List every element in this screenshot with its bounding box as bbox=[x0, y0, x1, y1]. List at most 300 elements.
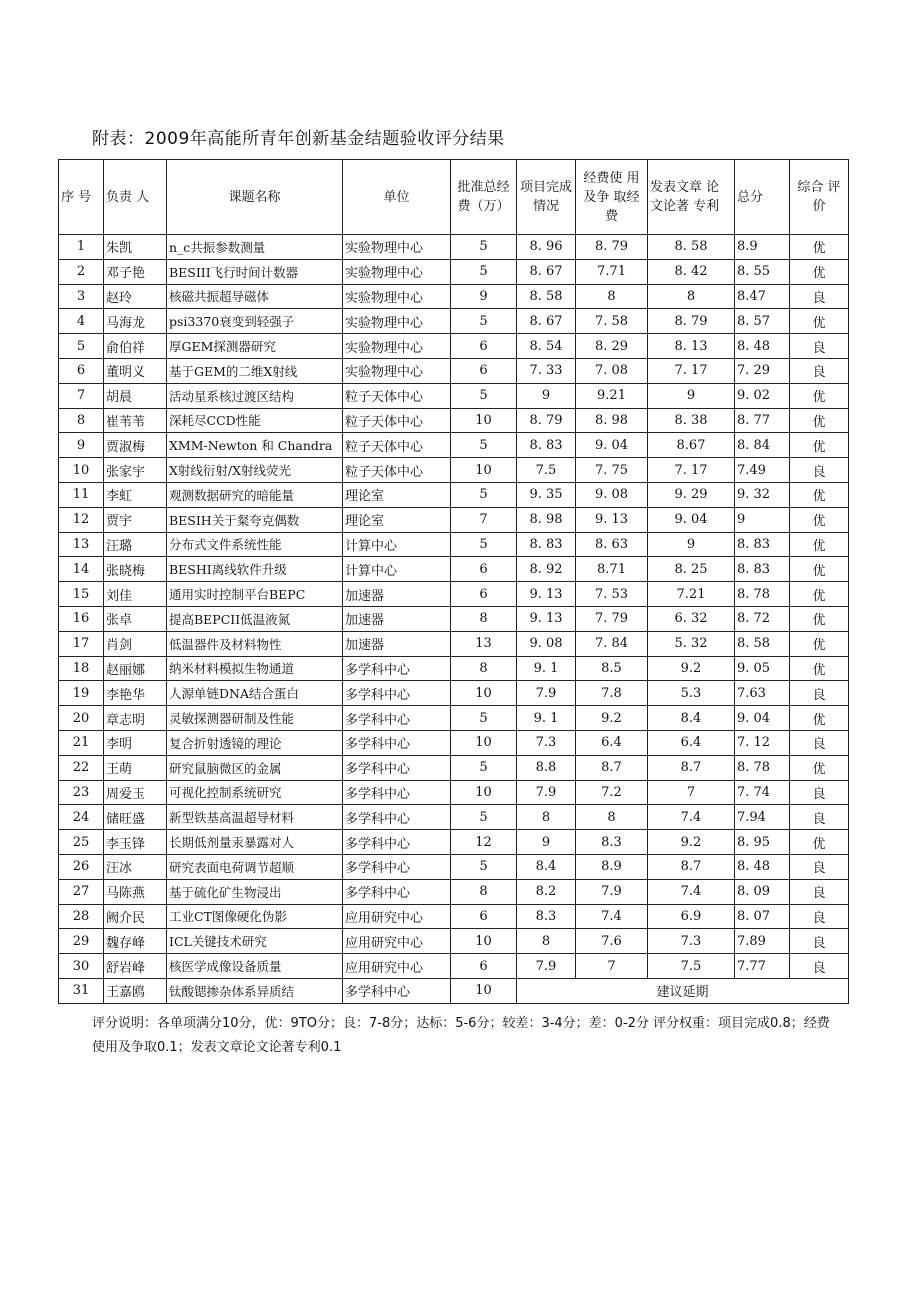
cell-budget: 10 bbox=[451, 681, 517, 706]
cell-total: 9. 05 bbox=[735, 656, 790, 681]
cell-total: 8. 09 bbox=[735, 879, 790, 904]
cell-total: 9 bbox=[735, 507, 790, 532]
cell-completion: 8.8 bbox=[517, 755, 576, 780]
cell-topic: 人源单链DNA结合蛋白 bbox=[167, 681, 343, 706]
cell-funding: 8.7 bbox=[576, 755, 648, 780]
cell-topic: 提高BEPCII低温液氮 bbox=[167, 606, 343, 631]
cell-unit: 实验物理中心 bbox=[343, 334, 451, 359]
cell-budget: 10 bbox=[451, 780, 517, 805]
header-budget: 批准总经费（万） bbox=[451, 160, 517, 235]
table-row bbox=[59, 706, 849, 731]
cell-unit: 粒子天体中心 bbox=[343, 383, 451, 408]
cell-completion: 9 bbox=[517, 830, 576, 855]
cell-index: 30 bbox=[59, 954, 104, 979]
cell-completion: 9. 13 bbox=[517, 606, 576, 631]
cell-index: 14 bbox=[59, 557, 104, 582]
cell-funding: 7.8 bbox=[576, 681, 648, 706]
cell-unit: 实验物理中心 bbox=[343, 235, 451, 260]
cell-index: 22 bbox=[59, 755, 104, 780]
cell-funding: 7. 58 bbox=[576, 309, 648, 334]
cell-total: 9. 02 bbox=[735, 383, 790, 408]
cell-topic: ICL关键技术研究 bbox=[167, 929, 343, 954]
cell-deferred-note: 建议延期 bbox=[517, 978, 849, 1003]
cell-budget: 10 bbox=[451, 458, 517, 483]
cell-index: 25 bbox=[59, 830, 104, 855]
cell-index: 8 bbox=[59, 408, 104, 433]
cell-publications: 8. 79 bbox=[648, 309, 735, 334]
cell-total: 7. 74 bbox=[735, 780, 790, 805]
header-publications: 发表文章 论文论著 专利 bbox=[648, 160, 735, 235]
cell-publications: 9 bbox=[648, 383, 735, 408]
cell-publications: 6.4 bbox=[648, 730, 735, 755]
cell-total: 8. 95 bbox=[735, 830, 790, 855]
cell-index: 16 bbox=[59, 606, 104, 631]
cell-topic: 钛酸锶掺杂体系异质结 bbox=[167, 978, 343, 1003]
cell-publications: 9.2 bbox=[648, 830, 735, 855]
cell-topic: X射线衍射/X射线荧光 bbox=[167, 458, 343, 483]
table-row bbox=[59, 879, 849, 904]
cell-publications: 8. 25 bbox=[648, 557, 735, 582]
cell-budget: 5 bbox=[451, 706, 517, 731]
cell-leader: 张晓梅 bbox=[104, 557, 167, 582]
table-row bbox=[59, 383, 849, 408]
cell-publications: 9.2 bbox=[648, 656, 735, 681]
cell-budget: 8 bbox=[451, 656, 517, 681]
cell-unit: 粒子天体中心 bbox=[343, 458, 451, 483]
cell-index: 27 bbox=[59, 879, 104, 904]
cell-unit: 多学科中心 bbox=[343, 755, 451, 780]
cell-completion: 8.2 bbox=[517, 879, 576, 904]
cell-rating: 优 bbox=[790, 408, 849, 433]
cell-budget: 13 bbox=[451, 631, 517, 656]
cell-leader: 朱凯 bbox=[104, 235, 167, 260]
cell-budget: 6 bbox=[451, 582, 517, 607]
cell-unit: 应用研究中心 bbox=[343, 954, 451, 979]
cell-rating: 良 bbox=[790, 730, 849, 755]
cell-index: 1 bbox=[59, 235, 104, 260]
cell-budget: 5 bbox=[451, 383, 517, 408]
cell-leader: 马陈燕 bbox=[104, 879, 167, 904]
table-row bbox=[59, 606, 849, 631]
cell-budget: 5 bbox=[451, 259, 517, 284]
cell-funding: 7. 79 bbox=[576, 606, 648, 631]
cell-publications: 9 bbox=[648, 532, 735, 557]
cell-publications: 7.21 bbox=[648, 582, 735, 607]
cell-rating: 良 bbox=[790, 954, 849, 979]
cell-leader: 邓子艳 bbox=[104, 259, 167, 284]
cell-topic: 新型铁基高温超导材料 bbox=[167, 805, 343, 830]
cell-completion: 8.3 bbox=[517, 904, 576, 929]
table-row bbox=[59, 805, 849, 830]
cell-unit: 实验物理中心 bbox=[343, 309, 451, 334]
cell-funding: 7.9 bbox=[576, 879, 648, 904]
cell-leader: 周爱玉 bbox=[104, 780, 167, 805]
cell-rating: 优 bbox=[790, 631, 849, 656]
cell-leader: 张卓 bbox=[104, 606, 167, 631]
cell-index: 24 bbox=[59, 805, 104, 830]
cell-leader: 马海龙 bbox=[104, 309, 167, 334]
cell-unit: 加速器 bbox=[343, 606, 451, 631]
cell-budget: 6 bbox=[451, 334, 517, 359]
cell-leader: 魏存峰 bbox=[104, 929, 167, 954]
cell-total: 8. 78 bbox=[735, 755, 790, 780]
cell-total: 9. 04 bbox=[735, 706, 790, 731]
cell-leader: 董明义 bbox=[104, 358, 167, 383]
cell-topic: 观测数据研究的暗能量 bbox=[167, 482, 343, 507]
cell-total: 7.89 bbox=[735, 929, 790, 954]
cell-publications: 6. 32 bbox=[648, 606, 735, 631]
cell-index: 6 bbox=[59, 358, 104, 383]
cell-funding: 8. 98 bbox=[576, 408, 648, 433]
cell-budget: 7 bbox=[451, 507, 517, 532]
cell-total: 8. 57 bbox=[735, 309, 790, 334]
cell-publications: 9. 29 bbox=[648, 482, 735, 507]
cell-topic: 复合折射透镜的理论 bbox=[167, 730, 343, 755]
cell-funding: 8 bbox=[576, 805, 648, 830]
cell-leader: 李虹 bbox=[104, 482, 167, 507]
table-row bbox=[59, 954, 849, 979]
table-row bbox=[59, 582, 849, 607]
cell-unit: 加速器 bbox=[343, 631, 451, 656]
cell-leader: 肖剑 bbox=[104, 631, 167, 656]
cell-topic: BESIII飞行时间计数器 bbox=[167, 259, 343, 284]
cell-topic: 通用实时控制平台BEPC bbox=[167, 582, 343, 607]
header-index: 序 号 bbox=[59, 160, 104, 235]
cell-rating: 良 bbox=[790, 780, 849, 805]
cell-total: 8. 84 bbox=[735, 433, 790, 458]
cell-unit: 多学科中心 bbox=[343, 681, 451, 706]
table-row bbox=[59, 235, 849, 260]
cell-leader: 崔苇苇 bbox=[104, 408, 167, 433]
cell-completion: 8.4 bbox=[517, 854, 576, 879]
cell-topic: 可视化控制系统研究 bbox=[167, 780, 343, 805]
cell-topic: XMM-Newton 和 Chandra bbox=[167, 433, 343, 458]
cell-rating: 良 bbox=[790, 879, 849, 904]
cell-publications: 8.7 bbox=[648, 854, 735, 879]
cell-topic: 核磁共振超导磁体 bbox=[167, 284, 343, 309]
cell-funding: 7. 75 bbox=[576, 458, 648, 483]
cell-leader: 舒岩峰 bbox=[104, 954, 167, 979]
cell-budget: 6 bbox=[451, 954, 517, 979]
cell-funding: 9. 13 bbox=[576, 507, 648, 532]
cell-completion: 8. 96 bbox=[517, 235, 576, 260]
cell-completion: 8. 67 bbox=[517, 259, 576, 284]
cell-leader: 汪璐 bbox=[104, 532, 167, 557]
cell-leader: 贾宇 bbox=[104, 507, 167, 532]
table-row bbox=[59, 929, 849, 954]
cell-unit: 实验物理中心 bbox=[343, 358, 451, 383]
table-row bbox=[59, 656, 849, 681]
cell-budget: 8 bbox=[451, 879, 517, 904]
cell-funding: 7 bbox=[576, 954, 648, 979]
cell-total: 8. 78 bbox=[735, 582, 790, 607]
cell-budget: 5 bbox=[451, 433, 517, 458]
table-row bbox=[59, 681, 849, 706]
cell-total: 7.49 bbox=[735, 458, 790, 483]
cell-topic: 厚GEM探测器研究 bbox=[167, 334, 343, 359]
cell-budget: 5 bbox=[451, 235, 517, 260]
cell-rating: 良 bbox=[790, 358, 849, 383]
cell-index: 15 bbox=[59, 582, 104, 607]
cell-total: 8. 48 bbox=[735, 854, 790, 879]
cell-leader: 王萌 bbox=[104, 755, 167, 780]
cell-publications: 8. 42 bbox=[648, 259, 735, 284]
cell-unit: 多学科中心 bbox=[343, 978, 451, 1003]
cell-publications: 7.4 bbox=[648, 879, 735, 904]
results-table bbox=[58, 159, 849, 1004]
cell-total: 8. 83 bbox=[735, 532, 790, 557]
cell-total: 7. 12 bbox=[735, 730, 790, 755]
cell-topic: 低温器件及材料物性 bbox=[167, 631, 343, 656]
table-row bbox=[59, 458, 849, 483]
cell-completion: 8. 67 bbox=[517, 309, 576, 334]
cell-leader: 阙介民 bbox=[104, 904, 167, 929]
cell-unit: 多学科中心 bbox=[343, 656, 451, 681]
cell-topic: 纳米材料模拟生物通道 bbox=[167, 656, 343, 681]
table-row bbox=[59, 507, 849, 532]
cell-rating: 优 bbox=[790, 830, 849, 855]
cell-rating: 优 bbox=[790, 235, 849, 260]
cell-publications: 5. 32 bbox=[648, 631, 735, 656]
cell-completion: 9. 1 bbox=[517, 656, 576, 681]
cell-rating: 优 bbox=[790, 656, 849, 681]
table-row bbox=[59, 334, 849, 359]
header-unit: 单位 bbox=[343, 160, 451, 235]
cell-topic: 基于GEM的二维X射线 bbox=[167, 358, 343, 383]
table-row bbox=[59, 978, 849, 1003]
cell-unit: 多学科中心 bbox=[343, 780, 451, 805]
cell-publications: 8. 58 bbox=[648, 235, 735, 260]
cell-completion: 9. 08 bbox=[517, 631, 576, 656]
cell-index: 18 bbox=[59, 656, 104, 681]
cell-index: 7 bbox=[59, 383, 104, 408]
cell-leader: 储旺盛 bbox=[104, 805, 167, 830]
cell-completion: 7. 33 bbox=[517, 358, 576, 383]
cell-rating: 优 bbox=[790, 507, 849, 532]
header-funding: 经费使 用及争 取经费 bbox=[576, 160, 648, 235]
cell-budget: 10 bbox=[451, 929, 517, 954]
cell-publications: 9. 04 bbox=[648, 507, 735, 532]
cell-publications: 7.4 bbox=[648, 805, 735, 830]
table-row bbox=[59, 755, 849, 780]
cell-unit: 理论室 bbox=[343, 507, 451, 532]
cell-topic: 基于硫化矿生物浸出 bbox=[167, 879, 343, 904]
cell-total: 7.94 bbox=[735, 805, 790, 830]
cell-unit: 理论室 bbox=[343, 482, 451, 507]
cell-total: 8. 77 bbox=[735, 408, 790, 433]
cell-completion: 8. 92 bbox=[517, 557, 576, 582]
cell-publications: 8. 38 bbox=[648, 408, 735, 433]
cell-budget: 5 bbox=[451, 309, 517, 334]
cell-budget: 5 bbox=[451, 755, 517, 780]
cell-leader: 李玉锋 bbox=[104, 830, 167, 855]
cell-index: 11 bbox=[59, 482, 104, 507]
cell-publications: 7.5 bbox=[648, 954, 735, 979]
cell-leader: 李艳华 bbox=[104, 681, 167, 706]
cell-funding: 9.2 bbox=[576, 706, 648, 731]
cell-rating: 优 bbox=[790, 557, 849, 582]
cell-completion: 9. 1 bbox=[517, 706, 576, 731]
table-row bbox=[59, 780, 849, 805]
cell-unit: 粒子天体中心 bbox=[343, 433, 451, 458]
cell-index: 13 bbox=[59, 532, 104, 557]
cell-funding: 8.5 bbox=[576, 656, 648, 681]
cell-index: 2 bbox=[59, 259, 104, 284]
cell-funding: 9.21 bbox=[576, 383, 648, 408]
cell-leader: 赵玲 bbox=[104, 284, 167, 309]
cell-leader: 章志明 bbox=[104, 706, 167, 731]
header-topic: 课题名称 bbox=[167, 160, 343, 235]
cell-unit: 应用研究中心 bbox=[343, 929, 451, 954]
cell-unit: 多学科中心 bbox=[343, 805, 451, 830]
cell-total: 7.63 bbox=[735, 681, 790, 706]
cell-rating: 优 bbox=[790, 309, 849, 334]
cell-budget: 10 bbox=[451, 408, 517, 433]
cell-funding: 8.9 bbox=[576, 854, 648, 879]
cell-funding: 7.71 bbox=[576, 259, 648, 284]
cell-completion: 8. 79 bbox=[517, 408, 576, 433]
cell-leader: 贾淑梅 bbox=[104, 433, 167, 458]
cell-leader: 汪冰 bbox=[104, 854, 167, 879]
cell-rating: 良 bbox=[790, 929, 849, 954]
table-row bbox=[59, 408, 849, 433]
cell-funding: 7.2 bbox=[576, 780, 648, 805]
cell-topic: 工业CT图像硬化伪影 bbox=[167, 904, 343, 929]
table-body bbox=[59, 235, 849, 1004]
cell-leader: 李明 bbox=[104, 730, 167, 755]
cell-topic: psi3370衰变到轻强子 bbox=[167, 309, 343, 334]
table-row bbox=[59, 854, 849, 879]
table-row bbox=[59, 309, 849, 334]
cell-topic: 深耗尽CCD性能 bbox=[167, 408, 343, 433]
cell-unit: 加速器 bbox=[343, 582, 451, 607]
cell-budget: 10 bbox=[451, 978, 517, 1003]
cell-topic: 灵敏探测器研制及性能 bbox=[167, 706, 343, 731]
cell-publications: 8.7 bbox=[648, 755, 735, 780]
cell-budget: 9 bbox=[451, 284, 517, 309]
cell-topic: BESIH关于粲夸克偶数 bbox=[167, 507, 343, 532]
cell-publications: 7. 17 bbox=[648, 358, 735, 383]
cell-unit: 多学科中心 bbox=[343, 854, 451, 879]
cell-funding: 8 bbox=[576, 284, 648, 309]
cell-completion: 8 bbox=[517, 805, 576, 830]
table-row bbox=[59, 532, 849, 557]
cell-completion: 7.9 bbox=[517, 954, 576, 979]
cell-index: 31 bbox=[59, 978, 104, 1003]
cell-budget: 5 bbox=[451, 482, 517, 507]
cell-funding: 8.3 bbox=[576, 830, 648, 855]
cell-unit: 计算中心 bbox=[343, 532, 451, 557]
cell-rating: 优 bbox=[790, 433, 849, 458]
cell-total: 9. 32 bbox=[735, 482, 790, 507]
cell-unit: 计算中心 bbox=[343, 557, 451, 582]
header-completion: 项目完成 情况 bbox=[517, 160, 576, 235]
cell-total: 7.77 bbox=[735, 954, 790, 979]
cell-topic: 核医学成像设备质量 bbox=[167, 954, 343, 979]
cell-rating: 优 bbox=[790, 259, 849, 284]
cell-rating: 良 bbox=[790, 334, 849, 359]
cell-topic: 活动星系核过渡区结构 bbox=[167, 383, 343, 408]
cell-completion: 7.9 bbox=[517, 780, 576, 805]
cell-total: 8.47 bbox=[735, 284, 790, 309]
cell-total: 8. 83 bbox=[735, 557, 790, 582]
cell-completion: 8. 83 bbox=[517, 433, 576, 458]
cell-completion: 8. 83 bbox=[517, 532, 576, 557]
cell-topic: BESHI离线软件升级 bbox=[167, 557, 343, 582]
cell-budget: 10 bbox=[451, 730, 517, 755]
cell-budget: 5 bbox=[451, 854, 517, 879]
cell-index: 12 bbox=[59, 507, 104, 532]
cell-publications: 7.3 bbox=[648, 929, 735, 954]
cell-index: 4 bbox=[59, 309, 104, 334]
cell-funding: 8. 79 bbox=[576, 235, 648, 260]
cell-funding: 9. 08 bbox=[576, 482, 648, 507]
cell-budget: 6 bbox=[451, 358, 517, 383]
cell-budget: 12 bbox=[451, 830, 517, 855]
cell-total: 8. 72 bbox=[735, 606, 790, 631]
header-total: 总分 bbox=[735, 160, 790, 235]
cell-total: 8. 48 bbox=[735, 334, 790, 359]
cell-topic: 长期低剂量汞暴露对人 bbox=[167, 830, 343, 855]
cell-rating: 优 bbox=[790, 606, 849, 631]
cell-completion: 9 bbox=[517, 383, 576, 408]
cell-topic: 研究鼠脑微区的金属 bbox=[167, 755, 343, 780]
cell-rating: 优 bbox=[790, 706, 849, 731]
cell-index: 26 bbox=[59, 854, 104, 879]
cell-unit: 应用研究中心 bbox=[343, 904, 451, 929]
cell-topic: n_c共振参数测量 bbox=[167, 235, 343, 260]
table-row bbox=[59, 730, 849, 755]
cell-leader: 赵丽娜 bbox=[104, 656, 167, 681]
page-title: 附表：2009年高能所青年创新基金结题验收评分结果 bbox=[92, 129, 505, 149]
cell-budget: 6 bbox=[451, 557, 517, 582]
cell-funding: 7.4 bbox=[576, 904, 648, 929]
cell-total: 8. 55 bbox=[735, 259, 790, 284]
cell-completion: 8. 54 bbox=[517, 334, 576, 359]
cell-index: 17 bbox=[59, 631, 104, 656]
cell-funding: 7.6 bbox=[576, 929, 648, 954]
cell-budget: 8 bbox=[451, 606, 517, 631]
cell-rating: 良 bbox=[790, 284, 849, 309]
cell-rating: 良 bbox=[790, 854, 849, 879]
cell-index: 9 bbox=[59, 433, 104, 458]
cell-total: 7. 29 bbox=[735, 358, 790, 383]
cell-publications: 8. 13 bbox=[648, 334, 735, 359]
cell-completion: 8. 58 bbox=[517, 284, 576, 309]
cell-rating: 良 bbox=[790, 805, 849, 830]
table-row bbox=[59, 904, 849, 929]
cell-completion: 7.9 bbox=[517, 681, 576, 706]
cell-unit: 粒子天体中心 bbox=[343, 408, 451, 433]
scoring-note: 评分说明：各单项满分10分，优：9TO分；良：7-8分；达标：5-6分；较差：3-4分；差：0-2分 评分权重：项目完成0.8；经费使用及争取0.1；发表文章论文论著专利0.1 bbox=[92, 1016, 830, 1055]
cell-publications: 7 bbox=[648, 780, 735, 805]
cell-funding: 7. 84 bbox=[576, 631, 648, 656]
cell-index: 5 bbox=[59, 334, 104, 359]
cell-leader: 王嘉鸥 bbox=[104, 978, 167, 1003]
table-row bbox=[59, 830, 849, 855]
cell-index: 20 bbox=[59, 706, 104, 731]
cell-leader: 刘佳 bbox=[104, 582, 167, 607]
cell-index: 21 bbox=[59, 730, 104, 755]
cell-index: 29 bbox=[59, 929, 104, 954]
cell-rating: 良 bbox=[790, 681, 849, 706]
table-row bbox=[59, 557, 849, 582]
cell-index: 19 bbox=[59, 681, 104, 706]
cell-funding: 9. 04 bbox=[576, 433, 648, 458]
cell-funding: 8. 63 bbox=[576, 532, 648, 557]
table-row bbox=[59, 433, 849, 458]
cell-index: 10 bbox=[59, 458, 104, 483]
